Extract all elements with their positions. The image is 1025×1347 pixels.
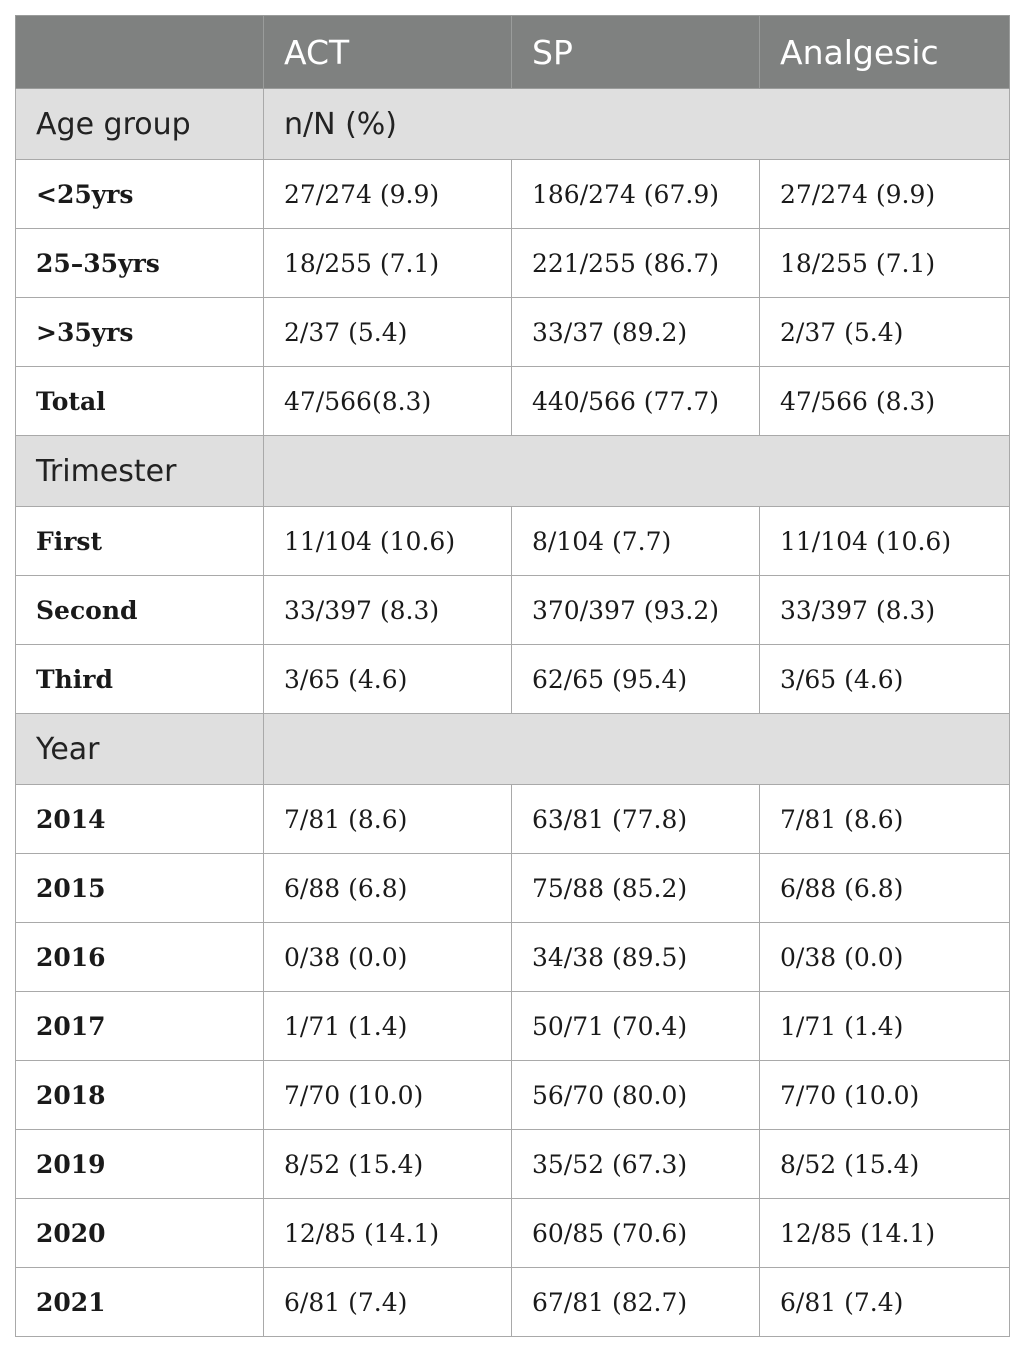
value-cell: 186/274 (67.9)	[512, 160, 760, 229]
value-cell: 440/566 (77.7)	[512, 367, 760, 436]
value-cell: 67/81 (82.7)	[512, 1268, 760, 1337]
value-cell: 18/255 (7.1)	[264, 229, 512, 298]
row-label: Total	[16, 367, 264, 436]
value-cell: 1/71 (1.4)	[760, 992, 1010, 1061]
section-title: Age group	[16, 89, 264, 160]
section-subtitle: n/N (%)	[264, 89, 1010, 160]
row-label: 2020	[16, 1199, 264, 1268]
value-cell: 27/274 (9.9)	[760, 160, 1010, 229]
value-cell: 7/70 (10.0)	[760, 1061, 1010, 1130]
table-row	[16, 507, 1010, 576]
row-label: <25yrs	[16, 160, 264, 229]
row-label: 2014	[16, 785, 264, 854]
value-cell: 35/52 (67.3)	[512, 1130, 760, 1199]
table-row	[16, 923, 1010, 992]
value-cell: 8/52 (15.4)	[760, 1130, 1010, 1199]
table-row	[16, 576, 1010, 645]
table-body	[16, 89, 1010, 1337]
value-cell: 3/65 (4.6)	[760, 645, 1010, 714]
value-cell: 33/37 (89.2)	[512, 298, 760, 367]
row-label: 2017	[16, 992, 264, 1061]
section-subtitle	[264, 714, 1010, 785]
section-title: Trimester	[16, 436, 264, 507]
section-title: Year	[16, 714, 264, 785]
header-cell-sp: SP	[512, 16, 760, 89]
value-cell: 12/85 (14.1)	[760, 1199, 1010, 1268]
value-cell: 50/71 (70.4)	[512, 992, 760, 1061]
value-cell: 63/81 (77.8)	[512, 785, 760, 854]
row-label: 25–35yrs	[16, 229, 264, 298]
value-cell: 18/255 (7.1)	[760, 229, 1010, 298]
section-header-row	[16, 89, 1010, 160]
value-cell: 7/70 (10.0)	[264, 1061, 512, 1130]
value-cell: 1/71 (1.4)	[264, 992, 512, 1061]
table-row	[16, 645, 1010, 714]
value-cell: 60/85 (70.6)	[512, 1199, 760, 1268]
value-cell: 6/81 (7.4)	[760, 1268, 1010, 1337]
value-cell: 6/88 (6.8)	[264, 854, 512, 923]
table-row	[16, 298, 1010, 367]
table-row	[16, 992, 1010, 1061]
row-label: 2015	[16, 854, 264, 923]
section-subtitle	[264, 436, 1010, 507]
value-cell: 75/88 (85.2)	[512, 854, 760, 923]
value-cell: 6/81 (7.4)	[264, 1268, 512, 1337]
value-cell: 12/85 (14.1)	[264, 1199, 512, 1268]
data-table	[15, 15, 1010, 1337]
row-label: 2021	[16, 1268, 264, 1337]
table-row	[16, 1130, 1010, 1199]
value-cell: 370/397 (93.2)	[512, 576, 760, 645]
value-cell: 33/397 (8.3)	[760, 576, 1010, 645]
header-cell-analgesic: Analgesic	[760, 16, 1010, 89]
table-row	[16, 229, 1010, 298]
header-cell-empty	[16, 16, 264, 89]
table-row	[16, 1061, 1010, 1130]
row-label: 2019	[16, 1130, 264, 1199]
table-row	[16, 367, 1010, 436]
value-cell: 0/38 (0.0)	[760, 923, 1010, 992]
value-cell: 2/37 (5.4)	[264, 298, 512, 367]
value-cell: 11/104 (10.6)	[264, 507, 512, 576]
value-cell: 56/70 (80.0)	[512, 1061, 760, 1130]
section-header-row	[16, 436, 1010, 507]
value-cell: 0/38 (0.0)	[264, 923, 512, 992]
table-row	[16, 854, 1010, 923]
value-cell: 8/104 (7.7)	[512, 507, 760, 576]
table-row	[16, 1268, 1010, 1337]
value-cell: 8/52 (15.4)	[264, 1130, 512, 1199]
value-cell: 47/566(8.3)	[264, 367, 512, 436]
value-cell: 221/255 (86.7)	[512, 229, 760, 298]
value-cell: 6/88 (6.8)	[760, 854, 1010, 923]
table-row	[16, 160, 1010, 229]
value-cell: 3/65 (4.6)	[264, 645, 512, 714]
value-cell: 34/38 (89.5)	[512, 923, 760, 992]
table-row	[16, 1199, 1010, 1268]
table-row	[16, 785, 1010, 854]
row-label: Third	[16, 645, 264, 714]
section-header-row	[16, 714, 1010, 785]
value-cell: 47/566 (8.3)	[760, 367, 1010, 436]
value-cell: 2/37 (5.4)	[760, 298, 1010, 367]
value-cell: 62/65 (95.4)	[512, 645, 760, 714]
header-cell-act: ACT	[264, 16, 512, 89]
table-header-row	[16, 16, 1010, 89]
value-cell: 11/104 (10.6)	[760, 507, 1010, 576]
row-label: Second	[16, 576, 264, 645]
value-cell: 27/274 (9.9)	[264, 160, 512, 229]
value-cell: 7/81 (8.6)	[760, 785, 1010, 854]
row-label: >35yrs	[16, 298, 264, 367]
row-label: 2018	[16, 1061, 264, 1130]
value-cell: 7/81 (8.6)	[264, 785, 512, 854]
value-cell: 33/397 (8.3)	[264, 576, 512, 645]
row-label: First	[16, 507, 264, 576]
row-label: 2016	[16, 923, 264, 992]
